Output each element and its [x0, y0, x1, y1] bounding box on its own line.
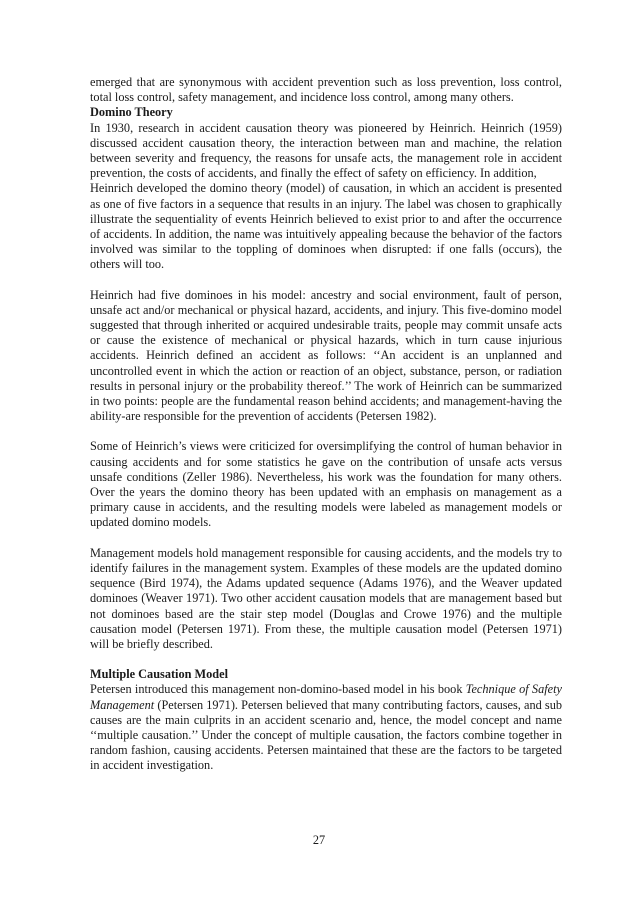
- paragraph-petersen-text-b: (Petersen 1971). Petersen believed that many contributing factors, causes, and sub causes are the main culprits in an accident scenario and, hence, the model concept and name ‘‘multiple causation.’’ Under the concept of multiple causation, the factors combine together in random fashion, causing accidents. Petersen maintained that these are the factors to be targeted in accident investigation.: [90, 697, 562, 773]
- paragraph-domino-model: Heinrich developed the domino theory (model) of causation, in which an accident is presented as one of five factors in a sequence that results in an injury. The label was chosen to graphically illustrate the sequentiality of events Heinrich believed to exist prior to and after the occurrence of accidents. In addition, the name was intuitively appealing because the behavior of the factors involved was similar to the toppling of dominoes when disrupted: if one falls (occurs), the others will too.: [90, 181, 562, 272]
- heading-multiple-causation: Multiple Causation Model: [90, 667, 229, 682]
- paragraph-petersen-text-a: Petersen introduced this management non-domino-based model in his book: [90, 682, 466, 697]
- paragraph-continuation: emerged that are synonymous with accident prevention such as loss prevention, loss control, total loss control, safety management, and incidence loss control, among many others.: [90, 75, 562, 105]
- paragraph-five-dominoes: Heinrich had five dominoes in his model: ancestry and social environment, fault of person, unsafe act and/or mechanical or physical hazard, accidents, and injury. This five-domino model suggested that through inherited or acquired undesirable traits, people may commit unsafe acts or cause the existence of mechanical or physical hazards, which in turn cause injurious accidents. Heinrich defined an accident as follows: ‘‘An accident is an unplanned and uncontrolled event in which the action or reaction of an object, substance, person, or radiation results in personal injury or the probability thereof.’’ The work of Heinrich can be summarized in two points: people are the fundamental reason behind accidents; and management-having the ability-are responsible for the prevention of accidents (Petersen 1982).: [90, 287, 562, 424]
- document-page: [90, 75, 562, 774]
- paragraph-criticism: Some of Heinrich’s views were criticized for oversimplifying the control of human behavior in causing accidents and for some statistics he gave on the contribution of unsafe acts versus unsafe conditions (Zeller 1986). Nevertheless, his work was the foundation for many others. Over the years the domino theory has been updated with an emphasis on management as a primary cause in accidents, and the resulting models were labeled as management models or updated domino models.: [90, 439, 562, 530]
- page-number: 27: [312, 833, 326, 847]
- paragraph-heinrich-research: In 1930, research in accident causation theory was pioneered by Heinrich. Heinrich (1959) discussed accident causation theory, the interaction between man and machine, the relation between severity and frequency, the reasons for unsafe acts, the management role in accident prevention, the costs of accidents, and finally the effect of safety on efficiency. In addition,: [90, 120, 562, 181]
- heading-domino-theory: Domino Theory: [90, 105, 173, 120]
- paragraph-management-models: Management models hold management responsible for causing accidents, and the models try to identify failures in the management system. Examples of these models are the updated domino sequence (Bird 1974), the Adams updated sequence (Adams 1976), and the Weaver updated dominoes (Weaver 1971). Two other accident causation models that are management based but not dominoes based are the stair step model (Douglas and Crowe 1976) and the multiple causation model (Petersen 1971). From these, the multiple causation model (Petersen 1971) will be briefly described.: [90, 545, 562, 651]
- paragraph-petersen: [90, 682, 562, 773]
- book-title: Technique of Safety Management: [90, 682, 562, 712]
